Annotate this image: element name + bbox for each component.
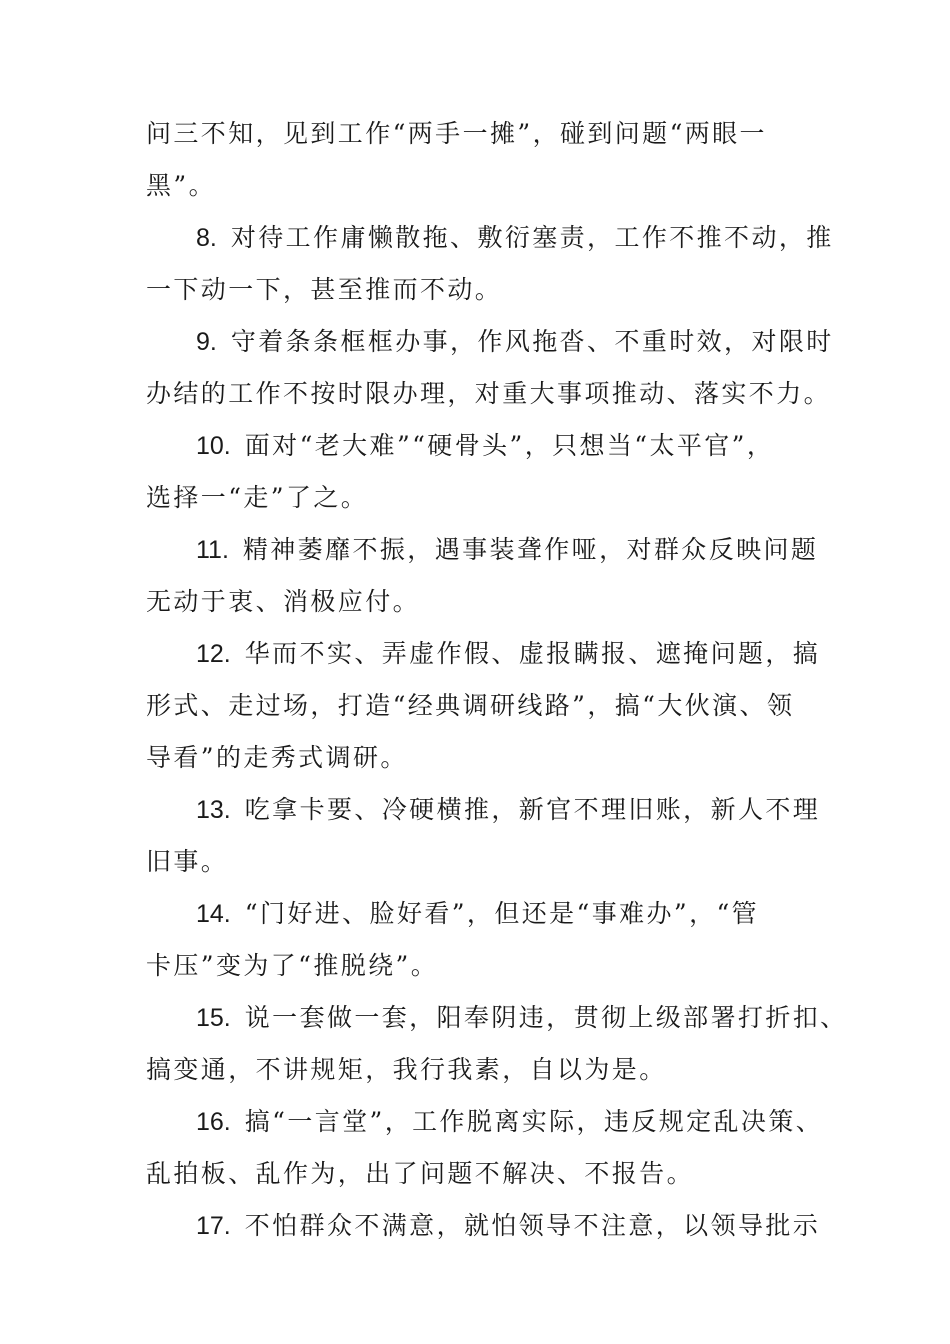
item-number: 13. <box>196 796 231 824</box>
line-text: 形式、走过场，打造“经典调研线路”，搞“大伙演、领 <box>146 691 795 720</box>
line-text: 搞变通，不讲规矩，我行我素，自以为是。 <box>146 1055 667 1084</box>
paragraph-first-line <box>146 1200 821 1252</box>
line-text: 搞“一言堂”，工作脱离实际，违反规定乱决策、 <box>244 1107 824 1136</box>
paragraph-line <box>146 576 800 628</box>
line-text: 旧事。 <box>146 847 229 876</box>
paragraph <box>146 1096 824 1200</box>
paragraph-line <box>146 680 800 732</box>
line-text: 黑”。 <box>146 171 216 200</box>
paragraph <box>146 316 834 420</box>
line-text: 乱拍板、乱作为，出了问题不解决、不报告。 <box>146 1159 695 1188</box>
line-text: 一下动一下，甚至推而不动。 <box>146 275 503 304</box>
paragraph-line <box>146 1148 800 1200</box>
line-text: 面对“老大难”“硬骨头”，只想当“太平官”， <box>244 431 775 460</box>
item-number: 14. <box>196 900 231 928</box>
paragraph <box>146 212 834 316</box>
paragraph-first-line <box>146 888 800 940</box>
line-text: 对待工作庸懒散拖、敷衍塞责，工作不推不动，推 <box>230 223 834 252</box>
paragraph-line <box>146 732 800 784</box>
line-text: 守着条条框框办事，作风拖沓、不重时效，对限时 <box>230 327 834 356</box>
paragraph <box>146 992 848 1096</box>
line-text: 问三不知，见到工作“两手一摊”，碰到问题“两眼一 <box>146 119 767 148</box>
line-text: 办结的工作不按时限办理，对重大事项推动、落实不力。 <box>146 379 832 408</box>
line-text: 无动于衷、消极应付。 <box>146 587 421 616</box>
paragraph <box>146 784 821 888</box>
item-number: 9. <box>196 328 217 356</box>
paragraph-first-line <box>146 108 800 160</box>
paragraph-first-line <box>146 212 834 264</box>
item-number: 15. <box>196 1004 231 1032</box>
line-text: 精神萎靡不振，遇事装聋作哑，对群众反映问题 <box>242 535 819 564</box>
paragraph-line <box>146 472 800 524</box>
item-number: 11. <box>196 536 229 564</box>
paragraph-first-line <box>146 524 819 576</box>
line-text: 说一套做一套，阳奉阴违，贯彻上级部署打折扣、 <box>244 1003 848 1032</box>
paragraph-first-line <box>146 420 800 472</box>
line-text: 卡压”变为了“推脱绕”。 <box>146 951 439 980</box>
line-text: “门好进、脸好看”，但还是“事难办”，“管 <box>244 899 760 928</box>
line-text: 华而不实、弄虚作假、虚报瞒报、遮掩问题，搞 <box>244 639 821 668</box>
item-number: 8. <box>196 224 217 252</box>
paragraph-line <box>146 1044 800 1096</box>
paragraph <box>146 888 800 992</box>
paragraph-line <box>146 264 800 316</box>
paragraph-line <box>146 368 832 420</box>
paragraph <box>146 524 819 628</box>
paragraph-first-line <box>146 1096 824 1148</box>
paragraph-first-line <box>146 992 848 1044</box>
paragraph-line <box>146 940 800 992</box>
item-number: 10. <box>196 432 231 460</box>
line-text: 导看”的走秀式调研。 <box>146 743 408 772</box>
line-text: 不怕群众不满意，就怕领导不注意，以领导批示 <box>244 1211 821 1240</box>
item-number: 16. <box>196 1108 231 1136</box>
paragraph-first-line <box>146 628 821 680</box>
paragraph-first-line <box>146 784 821 836</box>
line-text: 吃拿卡要、冷硬横推，新官不理旧账，新人不理 <box>244 795 821 824</box>
document-body <box>146 108 848 1252</box>
paragraph <box>146 1200 821 1252</box>
paragraph-first-line <box>146 316 834 368</box>
line-text: 选择一“走”了之。 <box>146 483 369 512</box>
paragraph-line <box>146 160 800 212</box>
item-number: 17. <box>196 1212 231 1240</box>
paragraph <box>146 108 800 212</box>
paragraph <box>146 420 800 524</box>
paragraph-line <box>146 836 800 888</box>
paragraph <box>146 628 821 784</box>
item-number: 12. <box>196 640 231 668</box>
